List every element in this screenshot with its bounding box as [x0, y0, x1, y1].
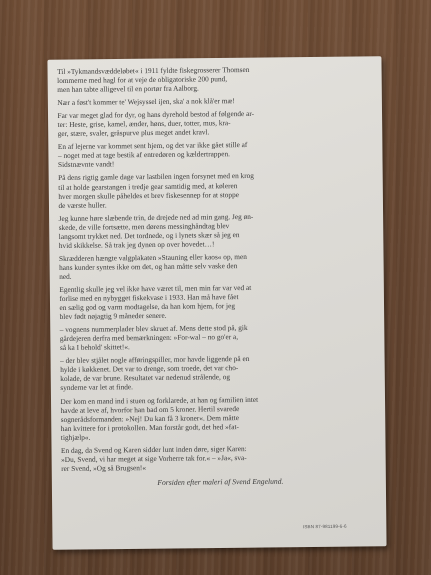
blurb-paragraph — [57, 64, 375, 94]
blurb-paragraph — [60, 322, 378, 352]
blurb-paragraph — [59, 251, 377, 281]
blurb-paragraph — [59, 282, 377, 322]
blurb-paragraph — [60, 393, 378, 442]
blurb-line: hvid skikkelse. Så trak jeg dynen op over hovedet…! — [58, 239, 215, 250]
blurb-line: Nær a føst't kommer te' Wejsyssel ijen, ska' a nok klå'er mæ! — [57, 96, 235, 108]
cover-caption: Forsiden efter maleri af Svend Engelund. — [157, 476, 284, 487]
blurb-line: lommerne med hagl for at veje de obligatoriske 200 pund, — [57, 74, 228, 86]
blurb-line: ter: Heste, grise, kamel, ænder, høns, duer, totter, mus, kra- — [57, 118, 231, 130]
blurb-line: En dag, da Svend og Karen sidder lunt inden døre, siger Karen: — [60, 443, 247, 455]
blurb-line: Sidstnævnte vandt! — [57, 159, 115, 170]
blurb-line: hans kunder syntes ikke om det, og han måtte selv vaske den — [59, 261, 238, 272]
blurb-line: til at holde gearstangen i tredje gear samtidig med, at køleren — [58, 180, 238, 192]
blurb-paragraph — [57, 95, 375, 107]
blurb-paragraph — [61, 442, 379, 472]
blurb-line: Skrædderen hængte valgplakaten »Stauning eller kaos« op, men — [58, 251, 247, 263]
blurb-paragraph — [59, 210, 377, 250]
blurb-line: han kvittere for i protokollen. Man forstår godt, det hed »fat- — [60, 421, 239, 433]
blurb-line: en sælig god og varm modtagelse, da han kom hjem, for jeg — [59, 301, 236, 313]
blurb-line: langsomt trykket ned. Det tordnede, og i lynets skær så jeg en — [58, 229, 240, 241]
isbn-number: ISBN 87-981199-6-6 — [302, 523, 347, 530]
blurb-line: Far var meget glad for dyr, og hans dyrehold bestod af følgende ar- — [57, 109, 255, 121]
blurb-line: hylde i køkkenet. Det var to drenge, som troede, det var cho- — [60, 363, 239, 375]
blurb-line: Til »Tykmandsvæddeløbet« i 1911 fyldte fiskegrosserer Thomsen — [57, 64, 250, 76]
blurb-line: havde at leve af, hvorfor han bad om 5 kroner. Hertil svarede — [60, 403, 240, 415]
blurb-line: gårdejeren derfra med bemærkningen: »For-wal – no go'er a, — [59, 332, 239, 344]
blurb-line: Der kom en mand ind i stuen og forklarede, at han og familien intet — [60, 394, 259, 406]
blurb-line: blev født nøjagtig 9 måneder senere. — [59, 310, 167, 322]
blurb-line: – vognens nummerplader blev skruet af. Mens dette stod på, gik — [59, 323, 248, 335]
blurb-line: synderne var let at finde. — [60, 382, 133, 393]
blurb-paragraph — [58, 170, 376, 210]
blurb-line: så ka I behold' skittet!«. — [59, 342, 130, 353]
blurb-line: rer Svend, »Og så Brugsen!« — [61, 462, 147, 473]
blurb-line: »Du, Svend, vi har meget at sige Vorherre tak for.« – »Ja«, sva- — [61, 452, 247, 464]
blurb-paragraphs — [57, 64, 379, 473]
blurb-line: de værste huller. — [58, 200, 107, 210]
blurb-paragraph — [58, 139, 376, 169]
blurb-line: kolade, de var brune. Resultatet var nedenud strålende, og — [60, 372, 231, 384]
blurb-line: På dens rigtig gamle dage var lastbilen ingen forsynet med en krog — [58, 171, 255, 183]
blurb-paragraph — [57, 108, 375, 138]
blurb-line: hver morgen skulle påheldes et brev fiskesennep for at stoppe — [58, 189, 240, 201]
blurb-line: skede, de ville fortsætte, men dørens messinghåndtag blev — [58, 220, 230, 232]
blurb-line: sognerådsformanden: »Nej! Du kan få 3 kroner«. Dem måtte — [60, 412, 239, 424]
blurb-line: En af lejerne var kommet sent hjem, og det var ikke gået stille af — [57, 140, 248, 152]
blurb-line: – der blev stjålet nogle afføringspiller, mor havde liggende på en — [60, 354, 250, 366]
blurb-line: tighjælp«. — [60, 432, 91, 442]
blurb-paragraph — [60, 353, 378, 393]
blurb-line: forlise med en nybygget fiskekvase i 1933. Han må have fået — [59, 292, 239, 304]
blurb-line: men han tabte alligevel til en portør fra Aalborg. — [57, 83, 199, 95]
blurb-text — [57, 64, 379, 488]
blurb-line: Jeg kunne høre slæbende trin, de drejede ned ad min gang. Jeg øn- — [58, 211, 254, 223]
blurb-line: Egentlig skulle jeg vel ikke have været til, men min far var ved at — [59, 282, 252, 294]
blurb-line: – noget med at tage bestik af entredøren og kældertrappen. — [57, 149, 230, 161]
blurb-line: ned. — [59, 271, 72, 281]
blurb-line: ger, stære, svaler, gråspurve plus meget andet kravl. — [57, 127, 210, 139]
